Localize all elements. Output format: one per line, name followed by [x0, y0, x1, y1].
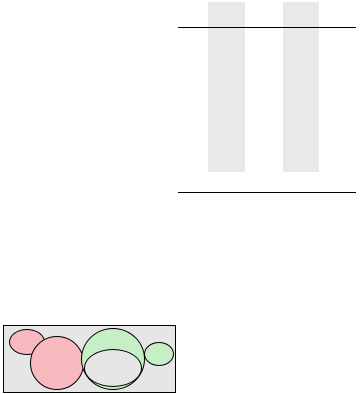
table-c-divider — [178, 192, 356, 193]
ellipse-taar4a — [144, 342, 174, 366]
ellipse-v2r-a1 — [30, 336, 84, 390]
table-b-divider — [178, 27, 356, 28]
panel-c-table — [176, 176, 358, 392]
ellipse-omp2-group — [81, 328, 145, 390]
panel-d-diagram — [3, 325, 176, 393]
panel-a-charts — [0, 0, 178, 318]
ellipse-forskolin-group — [84, 349, 142, 387]
panel-b-table — [176, 0, 358, 174]
